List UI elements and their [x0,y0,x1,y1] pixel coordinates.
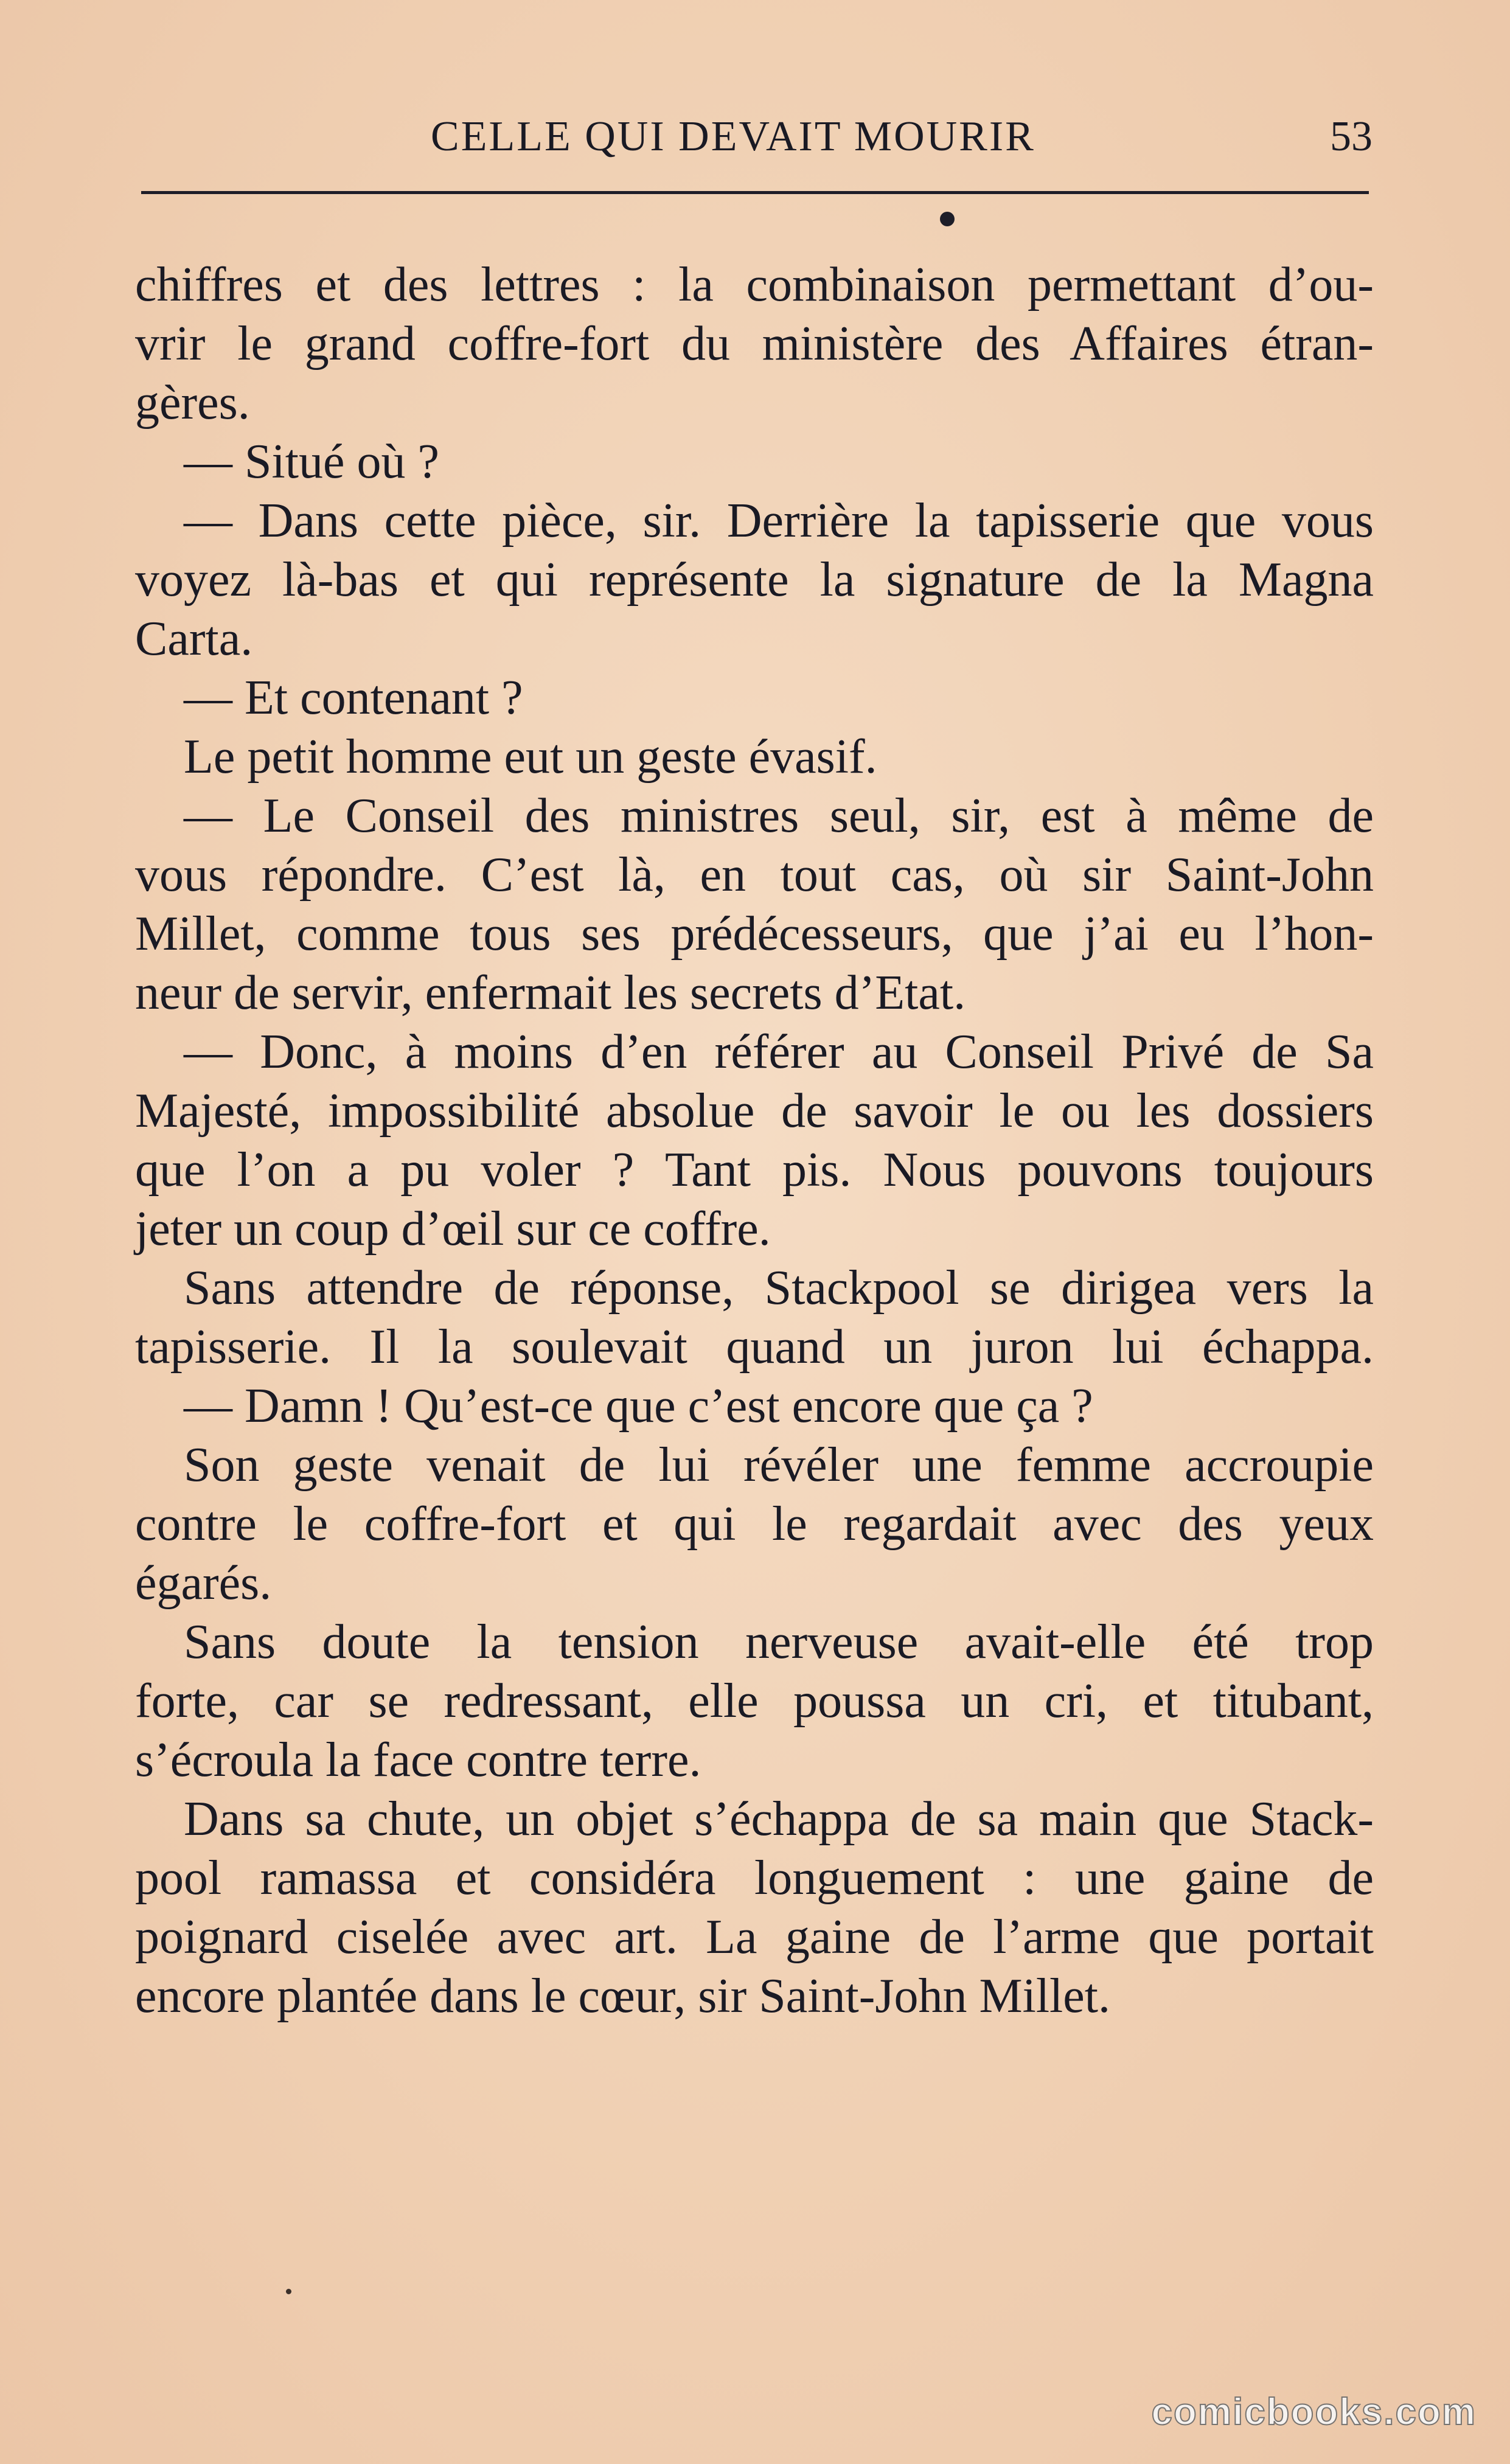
text-line: tapisserie. Il la soulevait quand un juron lui échappa. [135,1320,1374,1374]
text-line: gères. [135,376,250,430]
running-title: CELLE QUI DEVAIT MOURIR [431,113,1035,160]
text-line: — Donc, à moins d’en référer au Conseil Privé de Sa [184,1025,1374,1079]
text-line: Son geste venait de lui révéler une femme accroupie [184,1438,1374,1492]
text-line: poignard ciselée avec art. La gaine de l’arme que portait [135,1910,1374,1964]
text-line: vrir le grand coffre-fort du ministère des Affaires étran- [135,317,1374,371]
text-line: pool ramassa et considéra longuement : une gaine de [135,1851,1374,1905]
text-line: — Damn ! Qu’est-ce que c’est encore que ça ? [184,1379,1093,1433]
body-text [135,256,1374,2026]
text-line: contre le coffre-fort et qui le regardait avec des yeux [135,1497,1374,1551]
text-line: s’écroula la face contre terre. [135,1733,701,1787]
text-line: encore plantée dans le cœur, sir Saint-John Millet. [135,1969,1111,2023]
text-line: Dans sa chute, un objet s’échappa de sa main que Stack- [184,1792,1374,1846]
text-line: Millet, comme tous ses prédécesseurs, que j’ai eu l’hon- [135,907,1374,961]
text-line: — Et contenant ? [184,671,523,725]
page-number: 53 [1330,113,1373,160]
text-line: forte, car se redressant, elle poussa un cri, et titubant, [135,1674,1374,1728]
text-line: — Dans cette pièce, sir. Derrière la tapisserie que vous [184,494,1374,548]
ornament-dot [940,212,955,226]
text-line: Sans doute la tension nerveuse avait-elle été trop [184,1615,1374,1669]
text-line: vous répondre. C’est là, en tout cas, où sir Saint-John [135,848,1374,902]
header-rule [141,191,1369,194]
text-line: égarés. [135,1556,272,1610]
text-line: Sans attendre de réponse, Stackpool se dirigea vers la [184,1261,1374,1315]
paper-speck [286,2289,291,2294]
text-line: Carta. [135,612,253,666]
text-line: que l’on a pu voler ? Tant pis. Nous pouvons toujours [135,1143,1374,1197]
text-line: jeter un coup d’œil sur ce coffre. [135,1202,771,1256]
running-head [139,110,1373,164]
text-line: voyez là-bas et qui représente la signature de la Magna [135,553,1374,607]
text-line: Majesté, impossibilité absolue de savoir le ou les dossiers [135,1084,1374,1138]
text-line: — Situé où ? [184,435,439,489]
text-line: chiffres et des lettres : la combinaison permettant d’ou- [135,258,1374,311]
watermark: comicbooks.com [1151,2391,1477,2433]
text-line: neur de servir, enfermait les secrets d’Etat. [135,966,966,1020]
text-line: Le petit homme eut un geste évasif. [184,730,877,784]
text-line: — Le Conseil des ministres seul, sir, est à même de [184,789,1374,843]
